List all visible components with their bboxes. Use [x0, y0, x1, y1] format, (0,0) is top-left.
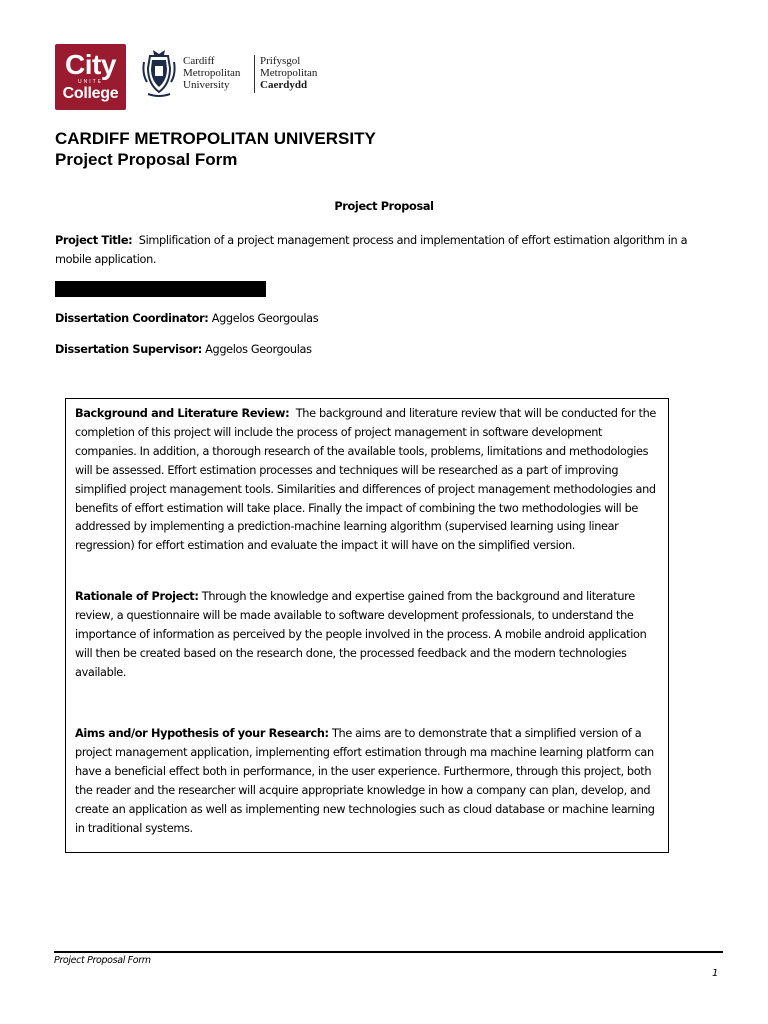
city-college-logo-line3: College: [62, 85, 119, 102]
footer-divider: [54, 951, 723, 953]
supervisor-field: [55, 343, 312, 356]
background-text: The background and literature review that will be conducted for the completion of this project will include the process of project management in software development companies. In addition, a thorough research of the available tools, problems, limitations and methodologies will be assessed. Effort estimation processes and techniques will be researched as a part of improving simplified project management tools. Similarities and differences of project management methodologies and benefits of effort estimation will take place. Finally the impact of combining the two methodologies will be addressed by implementing a prediction-machine learning algorithm (supervised learning using linear regression) for effort estimation and evaluate the impact it will have on the simplified version.: [75, 407, 656, 553]
rationale-text: Through the knowledge and expertise gained from the background and literature review, a questionnaire will be made available to software development professionals, to understand the importance of information as perceived by the people involved in the process. A mobile android application will then be created based on the research done, the processed feedback and the modern technologies available.: [75, 590, 647, 679]
university-heading: CARDIFF METROPOLITAN UNIVERSITY: [55, 129, 376, 148]
cardiff-met-english-line1: Cardiff: [183, 55, 215, 67]
supervisor-label: Dissertation Supervisor:: [55, 343, 202, 356]
rationale-label: Rationale of Project:: [75, 590, 199, 603]
redacted-bar: [55, 281, 266, 297]
section-title: Project Proposal: [334, 200, 434, 213]
supervisor-value: Aggelos Georgoulas: [205, 343, 312, 356]
project-title-label: Project Title:: [55, 234, 133, 247]
aims-paragraph: [75, 725, 663, 838]
cardiff-met-english-name: [183, 55, 240, 91]
city-college-logo: [55, 44, 126, 110]
background-label: Background and Literature Review:: [75, 407, 290, 420]
cardiff-met-welsh-name: [260, 55, 317, 91]
cardiff-met-welsh-line3: Caerdydd: [260, 79, 308, 91]
page-number: 1: [711, 968, 718, 979]
logo-divider: [254, 55, 255, 93]
coordinator-label: Dissertation Coordinator:: [55, 312, 209, 325]
cardiff-met-welsh-line2: Metropolitan: [260, 67, 318, 79]
cardiff-met-welsh-line1: Prifysgol: [260, 55, 301, 67]
footer-text: Project Proposal Form: [54, 955, 151, 966]
city-college-logo-line1: City: [65, 49, 116, 80]
coordinator-field: [55, 312, 318, 325]
cardiff-met-crest-icon: [140, 48, 178, 100]
rationale-paragraph: [75, 588, 663, 683]
cardiff-met-english-line3: University: [183, 79, 230, 91]
coordinator-value: Aggelos Georgoulas: [211, 312, 319, 325]
form-heading: Project Proposal Form: [55, 150, 238, 169]
project-title-field: [55, 231, 725, 269]
background-paragraph: [75, 405, 663, 556]
cardiff-met-english-line2: Metropolitan: [183, 67, 241, 79]
aims-label: Aims and/or Hypothesis of your Research:: [75, 727, 329, 740]
aims-text: The aims are to demonstrate that a simplified version of a project management application, implementing effort estimation through ma machine learning platform can have a beneficial effect both in performance, in the user experience. Furthermore, through this project, both the reader and the researcher will acquire appropriate knowledge in how a company can plan, develop, and create an application as well as implementing new technologies such as cloud database or machine learning in traditional systems.: [75, 727, 655, 835]
project-title-value: Simplification of a project management process and implementation of effort estimation algorithm in a mobile application.: [55, 234, 688, 266]
city-college-logo-line2: UNITE: [78, 79, 103, 85]
